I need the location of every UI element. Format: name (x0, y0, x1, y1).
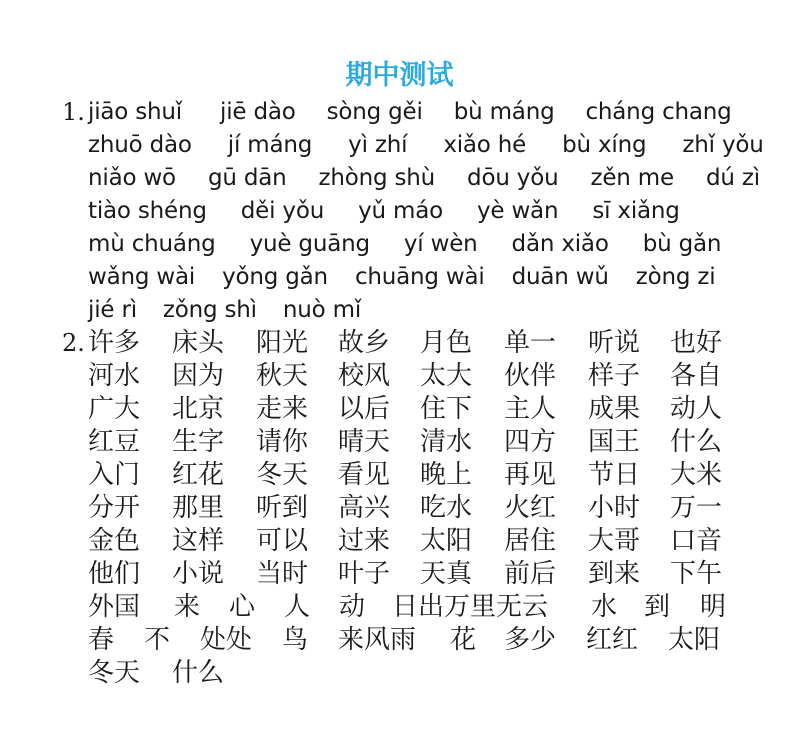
question-1-number: 1. (62, 98, 85, 126)
word-row-2 (88, 360, 748, 393)
word: 以后 (338, 394, 391, 424)
pinyin-word: yǔ máo (358, 198, 443, 224)
word: 小时 (588, 493, 641, 523)
pinyin-word: yuè guāng (249, 231, 370, 257)
pinyin-word: wǎng wài (88, 264, 196, 290)
pinyin-word: bù máng (453, 99, 555, 125)
word: 下午 (670, 559, 723, 589)
pinyin-row-2 (88, 129, 764, 162)
pinyin-word: duān wǔ (511, 264, 609, 290)
word: 万一 (670, 493, 723, 523)
pinyin-word: sī xiǎng (592, 198, 680, 224)
word: 这样 (172, 526, 225, 556)
word: 大哥 (588, 526, 641, 556)
word: 火红 (504, 493, 557, 523)
word: 过来 (338, 526, 391, 556)
word-row-5 (88, 459, 748, 492)
word: 单一 (504, 328, 557, 358)
word: 校风 (338, 361, 391, 391)
word: 水 (591, 592, 618, 622)
word: 口音 (670, 526, 723, 556)
word: 走来 (256, 394, 309, 424)
pinyin-row-6 (88, 261, 715, 294)
word: 花 (450, 625, 477, 655)
word: 节日 (588, 460, 641, 490)
pinyin-word: yè wǎn (476, 198, 559, 224)
pinyin-word: gū dān (207, 165, 287, 191)
word: 太大 (420, 361, 473, 391)
word-row-3 (88, 393, 748, 426)
word: 什么 (172, 658, 225, 688)
word: 北京 (172, 394, 225, 424)
pinyin-word: niǎo wō (88, 165, 176, 191)
word: 住下 (420, 394, 473, 424)
word: 到来 (588, 559, 641, 589)
pinyin-row-4 (88, 195, 680, 228)
word-row-9 (88, 591, 748, 624)
pinyin-word: yí wèn (403, 231, 478, 257)
pinyin-word: jiāo shuǐ (88, 99, 182, 125)
word: 听到 (256, 493, 309, 523)
pinyin-word: sòng gěi (326, 99, 423, 125)
word: 当时 (256, 559, 309, 589)
pinyin-word: cháng chang (585, 99, 732, 125)
word-row-10 (88, 624, 748, 657)
word: 河水 (88, 361, 141, 391)
word: 秋天 (256, 361, 309, 391)
word: 因为 (172, 361, 225, 391)
word-row-6 (88, 492, 748, 525)
pinyin-word: mù chuáng (88, 231, 216, 257)
word: 伙伴 (504, 361, 557, 391)
word: 国王 (588, 427, 641, 457)
pinyin-word: zǒng shì (162, 297, 257, 323)
word: 太阳 (668, 625, 721, 655)
word: 来 (174, 592, 201, 622)
word: 样子 (588, 361, 641, 391)
pinyin-word: yì zhí (348, 132, 408, 158)
pinyin-word: chuāng wài (354, 264, 485, 290)
word: 入门 (88, 460, 141, 490)
word: 人 (284, 592, 311, 622)
pinyin-word: jié rì (88, 297, 137, 323)
pinyin-word: dǎn xiǎo (511, 231, 609, 257)
pinyin-row-1 (88, 96, 732, 129)
word: 各自 (670, 361, 723, 391)
pinyin-word: xiǎo hé (443, 132, 527, 158)
pinyin-word: yǒng gǎn (222, 264, 328, 290)
word: 春 (88, 625, 115, 655)
pinyin-word: nuò mǐ (282, 297, 362, 323)
word: 小说 (172, 559, 225, 589)
pinyin-word: tiào shéng (88, 198, 207, 224)
word: 金色 (88, 526, 141, 556)
word: 红豆 (88, 427, 141, 457)
word: 什么 (670, 427, 723, 457)
pinyin-word: dōu yǒu (467, 165, 559, 191)
word: 也好 (670, 328, 723, 358)
word: 太阳 (420, 526, 473, 556)
word: 成果 (588, 394, 641, 424)
word-row-8 (88, 558, 748, 591)
pinyin-word: bù xíng (562, 132, 647, 158)
word: 明 (700, 592, 727, 622)
pinyin-word: bù gǎn (642, 231, 722, 257)
pinyin-row-3 (88, 162, 760, 195)
word-row-11 (88, 657, 748, 690)
word: 天真 (420, 559, 473, 589)
word: 吃水 (420, 493, 473, 523)
word: 红花 (172, 460, 225, 490)
word: 故乡 (338, 328, 391, 358)
word: 心 (229, 592, 256, 622)
word: 阳光 (256, 328, 309, 358)
pinyin-word: zěn me (590, 165, 674, 191)
word: 月色 (420, 328, 473, 358)
word: 动人 (670, 394, 723, 424)
word: 冬天 (88, 658, 141, 688)
word: 分开 (88, 493, 141, 523)
word: 床头 (172, 328, 225, 358)
pinyin-word: jiē dào (220, 99, 296, 125)
word: 冬天 (256, 460, 309, 490)
word: 主人 (504, 394, 557, 424)
word: 外国 (88, 592, 141, 622)
word: 听说 (588, 328, 641, 358)
word: 不 (144, 625, 171, 655)
word: 高兴 (338, 493, 391, 523)
word: 多少 (504, 625, 557, 655)
word: 到 (644, 592, 671, 622)
word: 广大 (88, 394, 141, 424)
pinyin-row-7 (88, 294, 361, 327)
word: 叶子 (338, 559, 391, 589)
word: 动 (339, 592, 366, 622)
word: 晚上 (420, 460, 473, 490)
word: 许多 (88, 328, 141, 358)
word: 大米 (670, 460, 723, 490)
word: 处处 (200, 625, 253, 655)
word: 清水 (420, 427, 473, 457)
word: 他们 (88, 559, 141, 589)
word: 生字 (172, 427, 225, 457)
pinyin-word: zhòng shù (318, 165, 436, 191)
pinyin-word: dú zì (705, 165, 760, 191)
word: 看见 (338, 460, 391, 490)
word-row-7 (88, 525, 748, 558)
word: 红红 (586, 625, 639, 655)
pinyin-row-5 (88, 228, 721, 261)
word: 居住 (504, 526, 557, 556)
word: 日出万里无云 (392, 592, 549, 622)
pinyin-word: zòng zi (635, 264, 716, 290)
word: 那里 (172, 493, 225, 523)
question-2-number: 2. (62, 329, 85, 357)
pinyin-word: děi yǒu (240, 198, 325, 224)
pinyin-word: zhǐ yǒu (682, 132, 764, 158)
word: 晴天 (338, 427, 391, 457)
word: 来风雨 (338, 625, 417, 655)
pinyin-word: zhuō dào (88, 132, 192, 158)
word-row-1 (88, 327, 748, 360)
word: 前后 (504, 559, 557, 589)
word: 再见 (504, 460, 557, 490)
page-title: 期中测试 (345, 60, 454, 91)
pinyin-word: jí máng (227, 132, 313, 158)
word: 四方 (504, 427, 557, 457)
word: 鸟 (282, 625, 309, 655)
word-row-4 (88, 426, 748, 459)
word: 可以 (256, 526, 309, 556)
word: 请你 (256, 427, 309, 457)
